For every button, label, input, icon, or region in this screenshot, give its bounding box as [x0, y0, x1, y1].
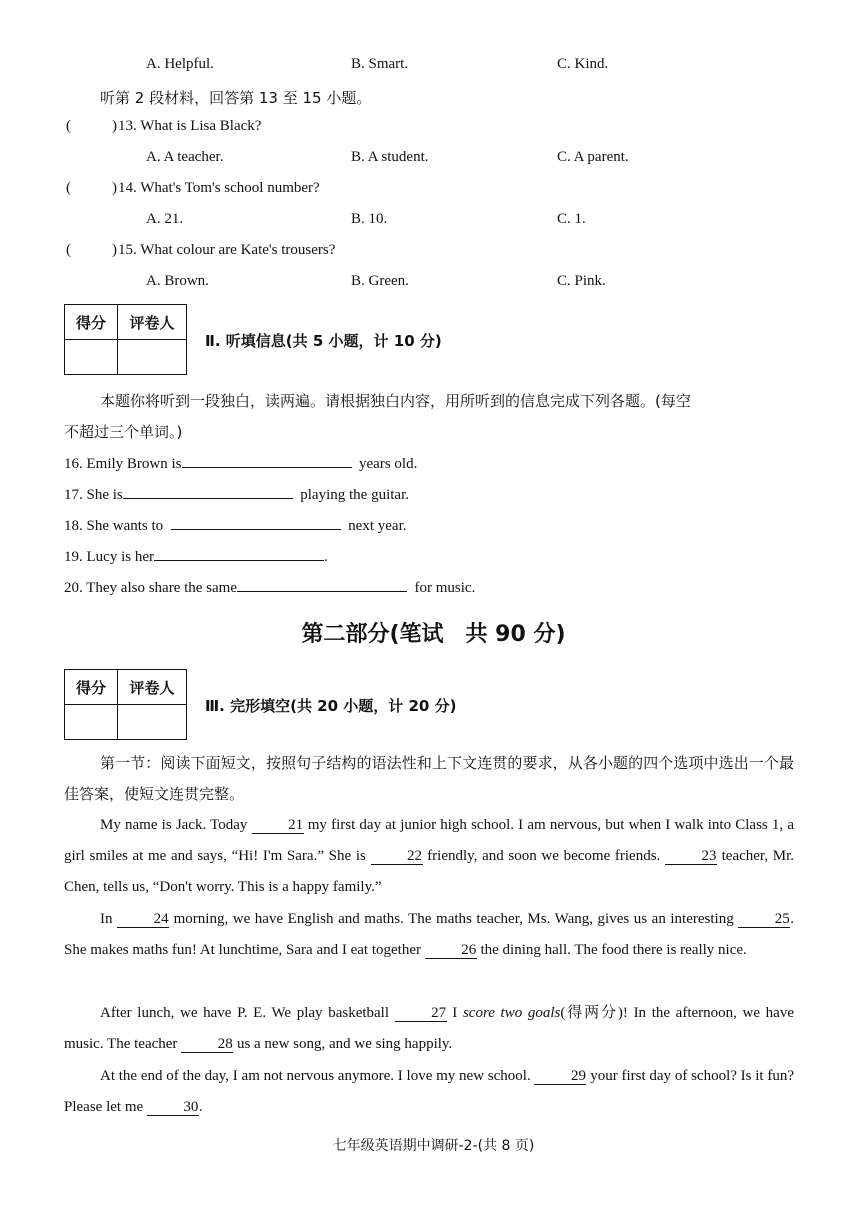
fill-item-17 [64, 483, 409, 504]
fill-item-20-after: for music. [414, 580, 476, 596]
q14-bracket-close: ) [112, 180, 117, 196]
passage-text: After lunch, we have P. E. We play basketball [100, 1005, 395, 1021]
fill-item-19 [64, 545, 328, 566]
q15-option-a: A. Brown. [146, 273, 209, 289]
q13-option-c: C. A parent. [557, 149, 629, 165]
section-2-title: Ⅱ. 听填信息(共 5 小题，计 10 分) [205, 332, 442, 350]
score-table-section-3 [64, 669, 187, 740]
passage-text: . [198, 1099, 203, 1115]
page-footer: 七年级英语期中调研-2-(共 8 页) [332, 1138, 535, 1154]
q13-bracket-open: ( [66, 118, 71, 134]
q14-stem: 14. What's Tom's school number? [118, 180, 320, 196]
fill-item-16-after: years old. [359, 456, 418, 472]
fill-item-18-before: 18. She wants to [64, 518, 164, 534]
q12-option-a: A. Helpful. [146, 56, 214, 72]
fill-item-16-before: 16. Emily Brown is [64, 456, 182, 472]
score-cell[interactable] [65, 705, 118, 740]
passage-text: your first day of school? Is it fun? Please let me [64, 1068, 794, 1115]
blank-22[interactable]: 22 [371, 848, 423, 865]
blank-21[interactable]: 21 [252, 817, 304, 834]
passage-paragraph-3 [64, 998, 794, 1060]
score-label: 得分 [65, 670, 118, 705]
section-3-title: Ⅲ. 完形填空(共 20 小题，计 20 分) [205, 697, 457, 715]
passage-text: My name is Jack. Today [100, 817, 252, 833]
answer-blank-17[interactable] [123, 483, 293, 499]
fill-item-18-after: next year. [348, 518, 407, 534]
q14-bracket-open: ( [66, 180, 71, 196]
answer-blank-16[interactable] [182, 452, 352, 468]
passage-text: (得两分)! In the afternoon, we have music. The teacher [64, 1005, 794, 1052]
blank-29[interactable]: 29 [534, 1068, 586, 1085]
fill-item-16 [64, 452, 417, 473]
passage-paragraph-4 [64, 1061, 794, 1123]
fill-item-17-before: 17. She is [64, 487, 123, 503]
passage-text: us a new song, and we sing happily. [233, 1036, 453, 1052]
passage-italic-phrase: score two goals [462, 1005, 561, 1021]
passage-text: morning, we have English and maths. The maths teacher, Ms. Wang, gives us an interesting [169, 911, 739, 927]
score-table-section-2 [64, 304, 187, 375]
passage-text: I [446, 1005, 463, 1021]
q13-bracket-close: ) [112, 118, 117, 134]
fill-item-18 [64, 514, 406, 535]
passage-text: teacher, Mr. Chen, tells us, “Don't worry. This is a happy family.” [64, 848, 795, 895]
score-label: 得分 [65, 305, 118, 340]
blank-28[interactable]: 28 [181, 1036, 233, 1053]
answer-blank-19[interactable] [154, 545, 324, 561]
q15-option-b: B. Green. [351, 273, 409, 289]
answer-blank-20[interactable] [237, 576, 407, 592]
q12-option-c: C. Kind. [557, 56, 609, 72]
part-2-heading: 第二部分(笔试 共 90 分) [301, 622, 566, 647]
q14-option-c: C. 1. [557, 211, 586, 227]
section-3-intro: 第一节：阅读下面短文，按照句子结构的语法性和上下文连贯的要求，从各小题的四个选项中选出一个最佳答案，使短文连贯完整。 [64, 754, 794, 803]
q13-stem: 13. What is Lisa Black? [118, 118, 262, 134]
passage-text: the dining hall. The food there is really nice. [476, 942, 747, 958]
section-2-instructions-line1: 本题你将听到一段独白，读两遍。请根据独白内容，用所听到的信息完成下列各题。(每空 [100, 392, 691, 410]
part2-intro: 听第 2 段材料，回答第 13 至 15 小题。 [100, 89, 372, 107]
blank-30[interactable]: 30 [147, 1099, 199, 1116]
answer-blank-18[interactable] [171, 514, 341, 530]
q15-option-c: C. Pink. [557, 273, 606, 289]
fill-item-20-before: 20. They also share the same [64, 580, 238, 596]
blank-24[interactable]: 24 [117, 911, 169, 928]
q15-bracket-open: ( [66, 242, 71, 258]
grader-label: 评卷人 [118, 305, 187, 340]
blank-26[interactable]: 26 [425, 942, 477, 959]
passage-text: friendly, and soon we become friends. [422, 848, 665, 864]
fill-item-19-before: 19. Lucy is her [64, 549, 154, 565]
grader-cell[interactable] [118, 705, 187, 740]
passage-text: In [100, 911, 118, 927]
blank-27[interactable]: 27 [395, 1005, 447, 1022]
score-cell[interactable] [65, 340, 118, 375]
q13-option-a: A. A teacher. [146, 149, 224, 165]
q14-option-a: A. 21. [146, 211, 184, 227]
q13-option-b: B. A student. [351, 149, 429, 165]
passage-paragraph-1 [64, 810, 794, 903]
blank-23[interactable]: 23 [665, 848, 717, 865]
passage-text: At the end of the day, I am not nervous anymore. I love my new school. [100, 1068, 535, 1084]
grader-cell[interactable] [118, 340, 187, 375]
fill-item-20 [64, 576, 475, 597]
q12-option-b: B. Smart. [351, 56, 409, 72]
fill-item-19-after: . [323, 549, 328, 565]
passage-text: . She makes maths fun! At lunchtime, Sara and I eat together [64, 911, 794, 958]
q15-bracket-close: ) [112, 242, 117, 258]
passage-paragraph-2 [64, 904, 794, 966]
grader-label: 评卷人 [118, 670, 187, 705]
q15-stem: 15. What colour are Kate's trousers? [118, 242, 336, 258]
section-2-instructions-line2: 不超过三个单词。) [64, 423, 183, 441]
blank-25[interactable]: 25 [738, 911, 790, 928]
passage-text: my first day at junior high school. I am nervous, but when I walk into Class 1, a girl smiles at me and says, “Hi! I'm Sara.” She is [64, 817, 795, 864]
q14-option-b: B. 10. [351, 211, 388, 227]
fill-item-17-after: playing the guitar. [300, 487, 409, 503]
